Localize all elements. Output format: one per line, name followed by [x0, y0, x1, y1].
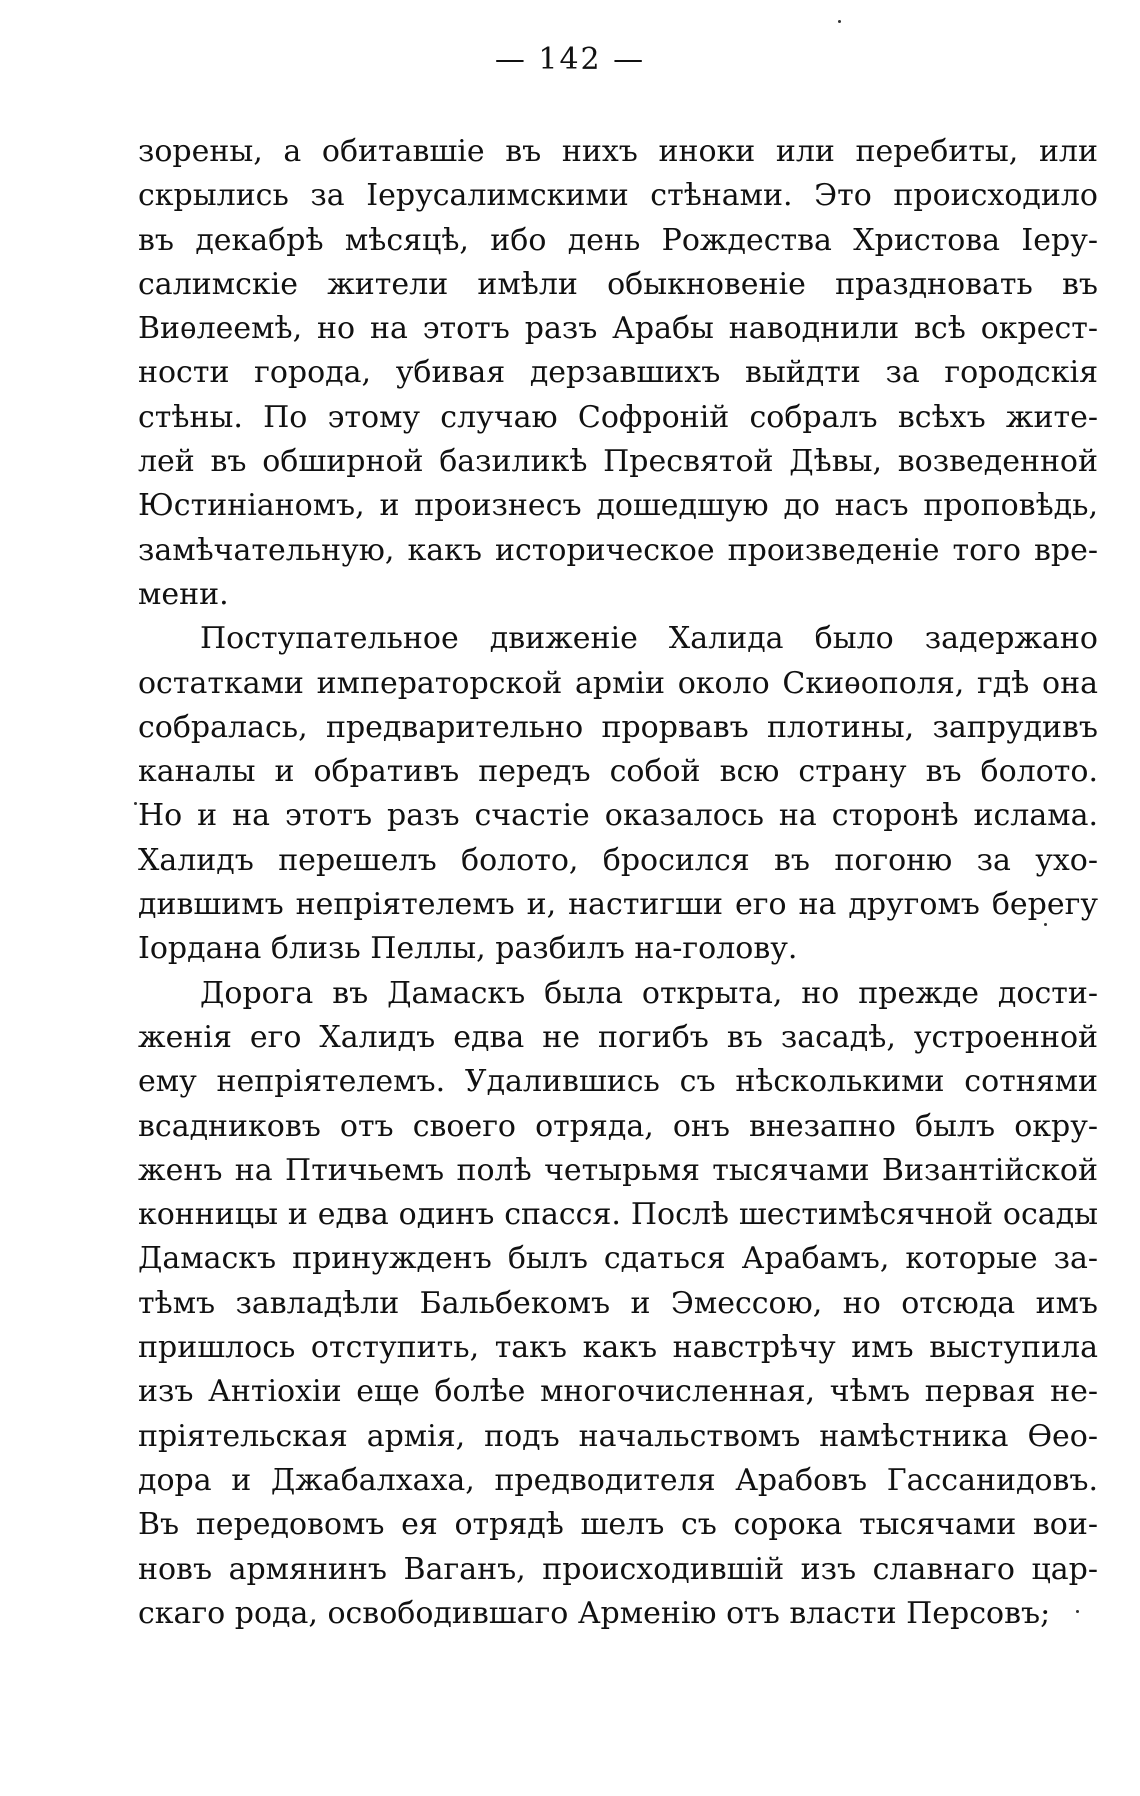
body-text — [138, 130, 1098, 1636]
text-line: тѣмъ завладѣли Бальбекомъ и Эмессою, но отсюда имъ — [138, 1285, 1098, 1321]
text-line: остатками императорской арміи около Скиѳополя, гдѣ она — [138, 665, 1098, 701]
text-line: скаго рода, освободившаго Арменію отъ власти Персовъ; — [138, 1595, 1051, 1631]
text-line: женъ на Птичьемъ полѣ четырьмя тысячами Византійской — [138, 1152, 1098, 1188]
text-line: каналы и обративъ передъ собой всю страну въ болото. — [138, 754, 1098, 790]
text-line: скрылись за Іерусалимскими стѣнами. Это происходило — [138, 178, 1098, 214]
scan-speck — [838, 20, 841, 23]
text-line: всадниковъ отъ своего отряда, онъ внезапно былъ окру- — [138, 1108, 1098, 1144]
text-line: замѣчательную, какъ историческое произведеніе того вре- — [138, 532, 1098, 568]
scan-speck — [1076, 1610, 1079, 1613]
text-line: пріятельская армія, подъ начальствомъ намѣстника Ѳео- — [138, 1418, 1098, 1454]
text-line: зорены, а обитавшіе въ нихъ иноки или перебиты, или — [138, 134, 1098, 169]
text-line: салимскіе жители имѣли обыкновеніе праздновать въ — [138, 266, 1098, 302]
text-line: ему непріятелемъ. Удалившись съ нѣсколькими сотнями — [138, 1064, 1098, 1100]
text-line: Виѳлеемѣ, но на этотъ разъ Арабы наводнили всѣ окрест- — [138, 311, 1098, 347]
text-line: мени. — [138, 576, 229, 612]
paragraph-3 — [138, 972, 1098, 1636]
text-line: лей въ обширной базиликѣ Пресвятой Дѣвы, возведенной — [138, 444, 1098, 480]
text-line: въ декабрѣ мѣсяцѣ, ибо день Рождества Христова Іеру- — [138, 222, 1098, 258]
text-line: стѣны. По этому случаю Софроній собралъ всѣхъ жите- — [138, 399, 1098, 435]
text-line: пришлось отступить, такъ какъ навстрѣчу имъ выступила — [138, 1330, 1098, 1366]
text-line: дора и Джабалхаха, предводителя Арабовъ Гассанидовъ. — [138, 1462, 1098, 1498]
text-line: Халидъ перешелъ болото, бросился въ погоню за ухо- — [138, 842, 1098, 878]
scan-speck — [1044, 923, 1047, 926]
paragraph-2 — [138, 617, 1098, 971]
scan-speck — [134, 802, 137, 805]
text-line: Іордана близь Пеллы, разбилъ на-голову. — [138, 931, 798, 967]
text-line: новъ армянинъ Ваганъ, происходившій изъ славнаго цар- — [138, 1551, 1098, 1587]
text-line: Дамаскъ принужденъ былъ сдаться Арабамъ, которые за- — [138, 1241, 1098, 1277]
text-line: женія его Халидъ едва не погибъ въ засадѣ, устроенной — [138, 1019, 1098, 1055]
page-number: — 142 — — [494, 42, 646, 77]
text-line: Юстиніаномъ, и произнесъ дошедшую до насъ проповѣдь, — [138, 488, 1098, 524]
text-line: собралась, предварительно прорвавъ плотины, запрудивъ — [138, 709, 1098, 745]
text-line: конницы и едва одинъ спасся. Послѣ шестимѣсячной осады — [138, 1197, 1098, 1233]
text-line: дившимъ непріятелемъ и, настигши его на другомъ берегу — [138, 887, 1098, 923]
paragraph-1 — [138, 130, 1098, 617]
text-line: ности города, убивая дерзавшихъ выйдти за городскія — [138, 355, 1098, 391]
text-line: Но и на этотъ разъ счастіе оказалось на сторонѣ ислама. — [138, 798, 1098, 834]
text-line: Дорога въ Дамаскъ была открыта, но прежде дости- — [200, 975, 1098, 1011]
text-line: Поступательное движеніе Халида было задержано — [200, 621, 1098, 657]
text-line: изъ Антіохіи еще болѣе многочисленная, чѣмъ первая не- — [138, 1374, 1098, 1410]
text-line: Въ передовомъ ея отрядѣ шелъ съ сорока тысячами вои- — [138, 1507, 1098, 1543]
